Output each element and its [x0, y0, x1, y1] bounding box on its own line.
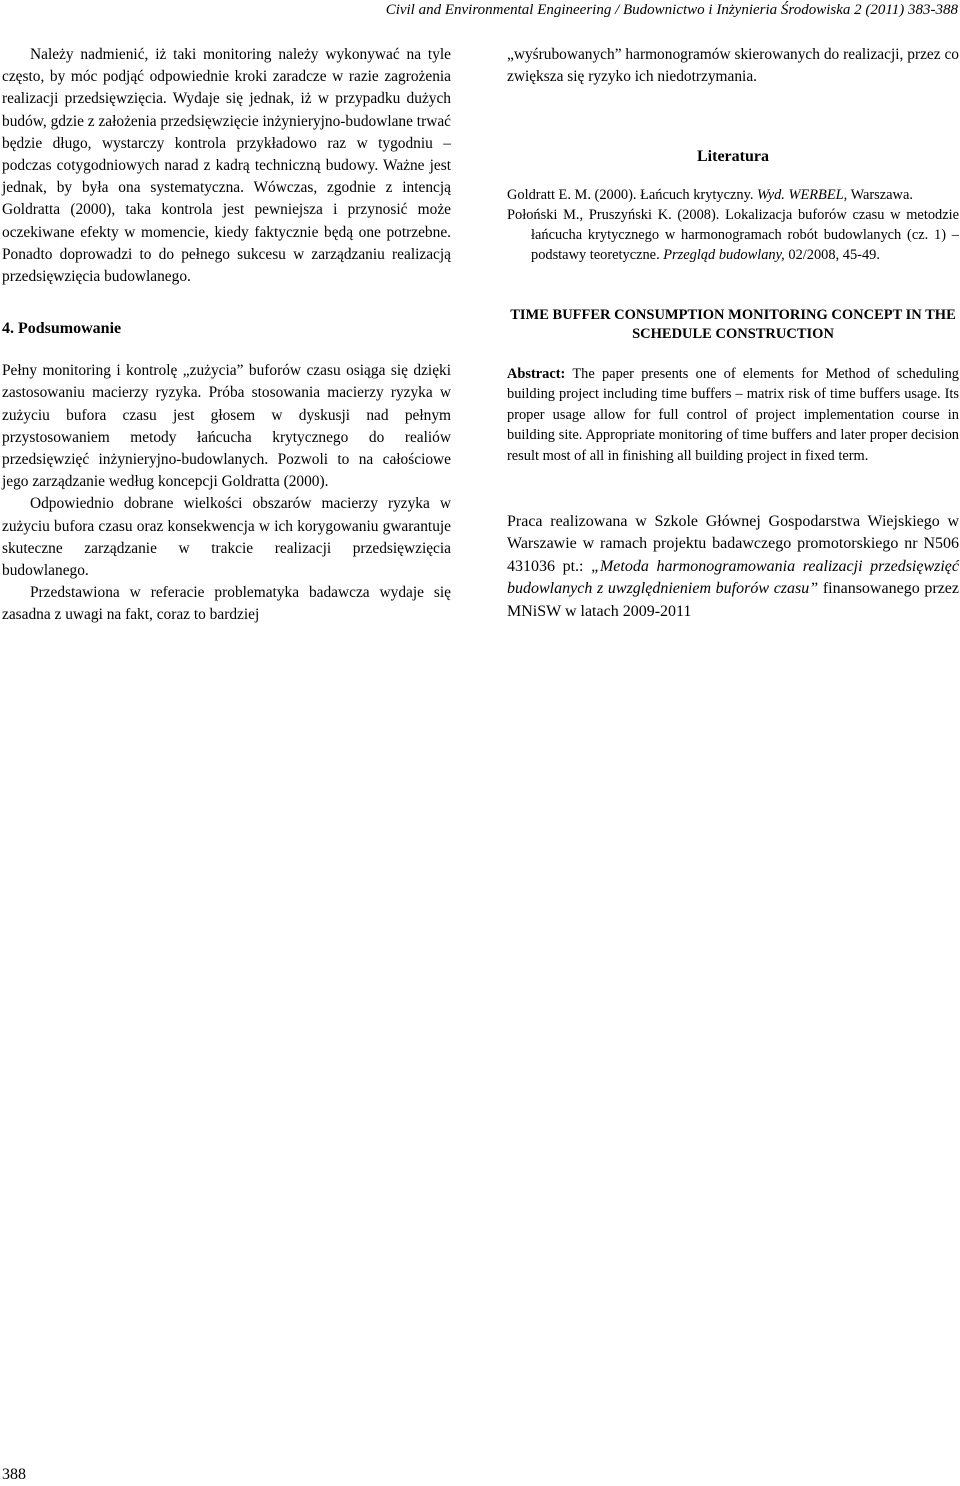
reference-text: Goldratt E. M. (2000). Łańcuch krytyczny.	[507, 187, 758, 204]
paragraph-text: Ważne jest jednak, by była ona systematyczna. Wówczas, zgodnie z intencją Goldratta (2000), taka kontrola jest pewniejsza i przynosić może oczekiwane efekty w momencie, kiedy faktycznie będą one potrzebne. Ponadto doprowadzi to do pełnego sukcesu w zarządzaniu realizacją przedsięwzięcia budowlanego.	[2, 157, 451, 286]
acknowledgement	[507, 511, 959, 624]
acknowledgement-tail: finansowanego przez MNiSW w latach 2009-2011	[507, 580, 960, 620]
right-column	[507, 44, 959, 624]
body-paragraph	[2, 44, 451, 288]
paragraph-text: Należy nadmienić, iż taki monitoring należy wykonywać na tyle często, by móc podjąć odpowiednie kroki zaradcze w razie zagrożenia realizacji przedsięwzięcia. Wydaje się jednak, iż w przypadku dużych budów, gdzie z założenia przedsięwzięcie inżynieryjno-budowlane trwać będzie długo, wystarczy kontrola przykładowo raz w tygodniu – podczas cotygodniowych narad z kadrą techniczną budowy.	[2, 46, 451, 175]
body-paragraph: Pełny monitoring i kontrolę „zużycia” buforów czasu osiąga się dzięki zastosowaniu macierzy ryzyka. Próba stosowania macierzy ryzyka w zużyciu bufora czasu jest głosem w dyskusji nad pełnym przystosowaniem metody łańcucha krytycznego do realiów przedsięwzięć inżynieryjno-budowlanych. Pozwoli to na całościowe jego zarządzanie według koncepcji Goldratta (2000).	[2, 362, 451, 491]
reference-item	[507, 186, 959, 206]
literature-heading: Literatura	[697, 148, 769, 166]
reference-tail: 02/2008, 45-49.	[784, 246, 880, 263]
left-column	[2, 44, 451, 627]
abstract-text: The paper presents one of elements for Method of scheduling building project including time buffers – matrix risk of time buffers usage. Its proper usage allow for full control of project implementation course in building site. Appropriate monitoring of time buffers and later proper decision result most of all in finishing all building project in fixed term.	[507, 365, 959, 464]
running-header: Civil and Environmental Engineering / Budownictwo i Inżynieria Środowiska 2 (2011) 383-388	[385, 2, 958, 18]
reference-item	[507, 206, 959, 265]
reference-text: Połoński M., Pruszyński K. (2008). Lokalizacja buforów czasu w metodzie łańcucha krytycznego w harmonogramach robót budowlanych (cz. 1) – podstawy teoretyczne.	[507, 207, 959, 263]
abstract	[507, 364, 959, 467]
reference-journal: Przegląd budowlany,	[663, 246, 785, 263]
body-paragraph: Przedstawiona w referacie problematyka badawcza wydaje się zasadna z uwagi na fakt, coraz to bardziej	[2, 584, 451, 624]
section-heading: 4. Podsumowanie	[2, 320, 122, 338]
body-paragraph: „wyśrubowanych” harmonogramów skierowanych do realizacji, przez co zwiększa się ryzyko ich niedotrzymania.	[507, 46, 959, 86]
english-title: TIME BUFFER CONSUMPTION MONITORING CONCEPT IN THE SCHEDULE CONSTRUCTION	[510, 306, 956, 342]
abstract-label: Abstract:	[507, 365, 566, 382]
acknowledgement-project-title: „Metoda harmonogramowania realizacji przedsięwzięć budowlanych z uwzględnieniem buforów czasu”	[507, 557, 960, 598]
acknowledgement-text: Praca realizowana w Szkole Głównej Gospodarstwa Wiejskiego w Warszawie w ramach projektu badawczego promotorskiego nr N506 431036 pt.:	[507, 512, 959, 575]
page-number: 388	[2, 1466, 26, 1483]
body-paragraph: Odpowiednio dobrane wielkości obszarów macierzy ryzyka w zużyciu bufora czasu oraz konsekwencja w ich korygowaniu gwarantuje skuteczne zarządzanie w trakcie realizacji przedsięwzięcia budowlanego.	[2, 495, 451, 580]
reference-publisher: Wyd. WERBEL	[757, 187, 844, 204]
reference-tail: , Warszawa.	[843, 187, 913, 204]
